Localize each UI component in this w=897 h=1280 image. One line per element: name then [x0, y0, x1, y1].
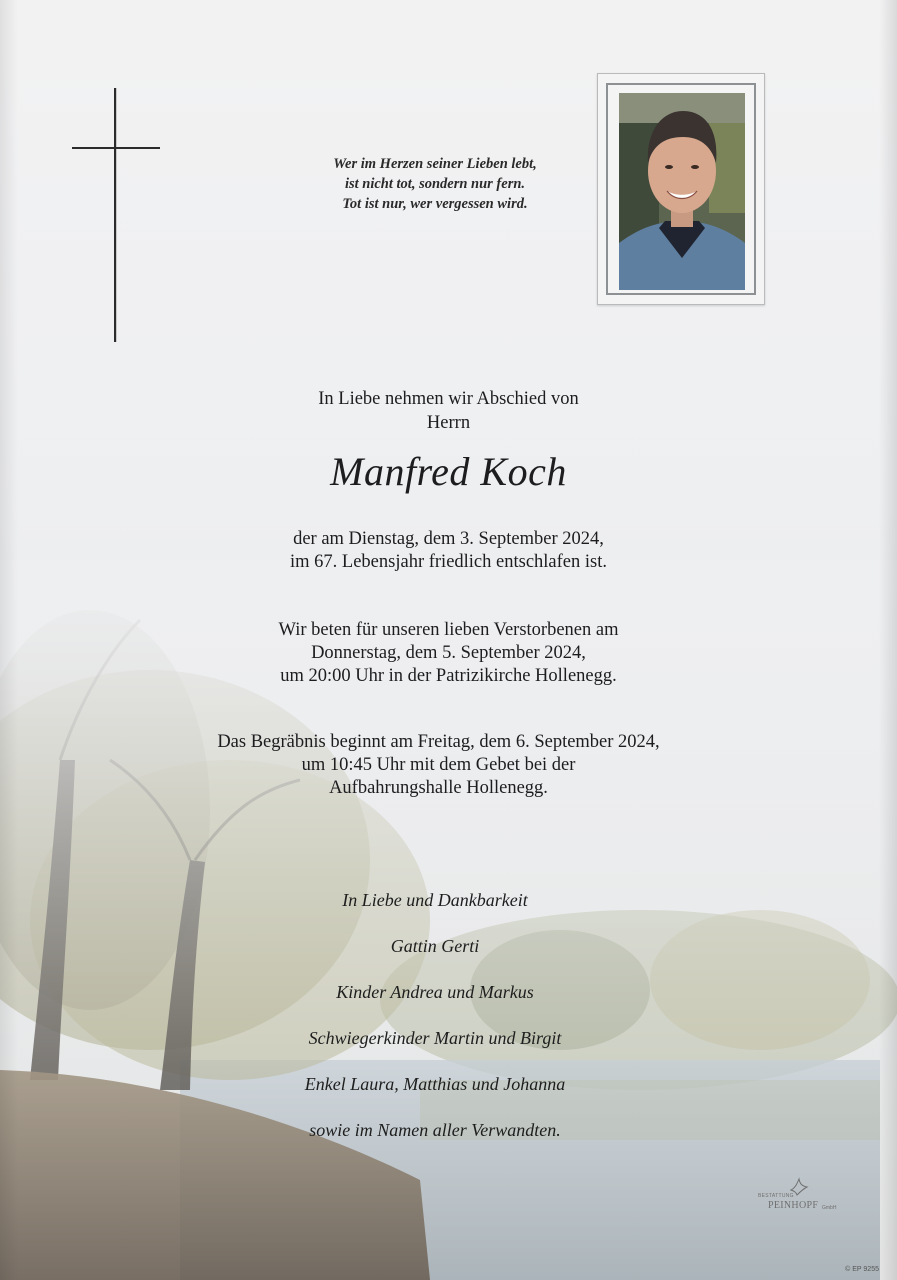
mourners-list	[0, 888, 870, 1164]
mourner-entry: Enkel Laura, Matthias und Johanna	[304, 1074, 566, 1094]
mourners-heading: In Liebe und Dankbarkeit	[342, 890, 528, 910]
quote-line: Wer im Herzen seiner Lieben lebt,	[333, 156, 537, 172]
prayer-line: Wir beten für unseren lieben Verstorbenen am	[278, 620, 619, 640]
portrait-frame	[597, 73, 765, 305]
mourner-entry: sowie im Namen aller Verwandten.	[309, 1120, 561, 1140]
mourner-entry: Schwiegerkinder Martin und Birgit	[308, 1028, 562, 1048]
funeral-line: um 10:45 Uhr mit dem Gebet bei der	[301, 755, 576, 775]
logo-brand-text: PEINHOPF	[768, 1200, 819, 1211]
mourner-entry: Kinder Andrea und Markus	[336, 982, 534, 1002]
passing-line: im 67. Lebensjahr friedlich entschlafen ist.	[290, 552, 607, 572]
quote-line: Tot ist nur, wer vergessen wird.	[342, 196, 528, 212]
logo-suffix-text: GmbH	[822, 1205, 837, 1211]
funeral-home-logo	[752, 1176, 842, 1220]
funeral-line: Aufbahrungshalle Hollenegg.	[329, 778, 548, 798]
deceased-name: Manfred Koch	[330, 449, 567, 494]
intro-text	[0, 387, 897, 435]
portrait-photo	[619, 93, 745, 290]
prayer-line: um 20:00 Uhr in der Patrizikirche Hollenegg.	[280, 666, 617, 686]
prayer-line: Donnerstag, dem 5. September 2024,	[311, 643, 586, 663]
passing-notice	[0, 528, 897, 574]
logo-small-text: BESTATTUNG	[758, 1193, 794, 1199]
prayer-notice	[0, 619, 897, 688]
funeral-line: Das Begräbnis beginnt am Freitag, dem 6. September 2024,	[217, 732, 660, 752]
passing-line: der am Dienstag, dem 3. September 2024,	[293, 529, 604, 549]
cross-icon	[72, 88, 160, 342]
quote-line: ist nicht tot, sondern nur fern.	[344, 176, 526, 192]
intro-line: Herrn	[426, 413, 471, 433]
memorial-quote	[300, 154, 570, 214]
funeral-notice	[0, 731, 887, 800]
mourner-entry: Gattin Gerti	[390, 936, 480, 956]
intro-line: In Liebe nehmen wir Abschied von	[318, 389, 579, 409]
print-code: © EP 9255	[845, 1266, 879, 1273]
